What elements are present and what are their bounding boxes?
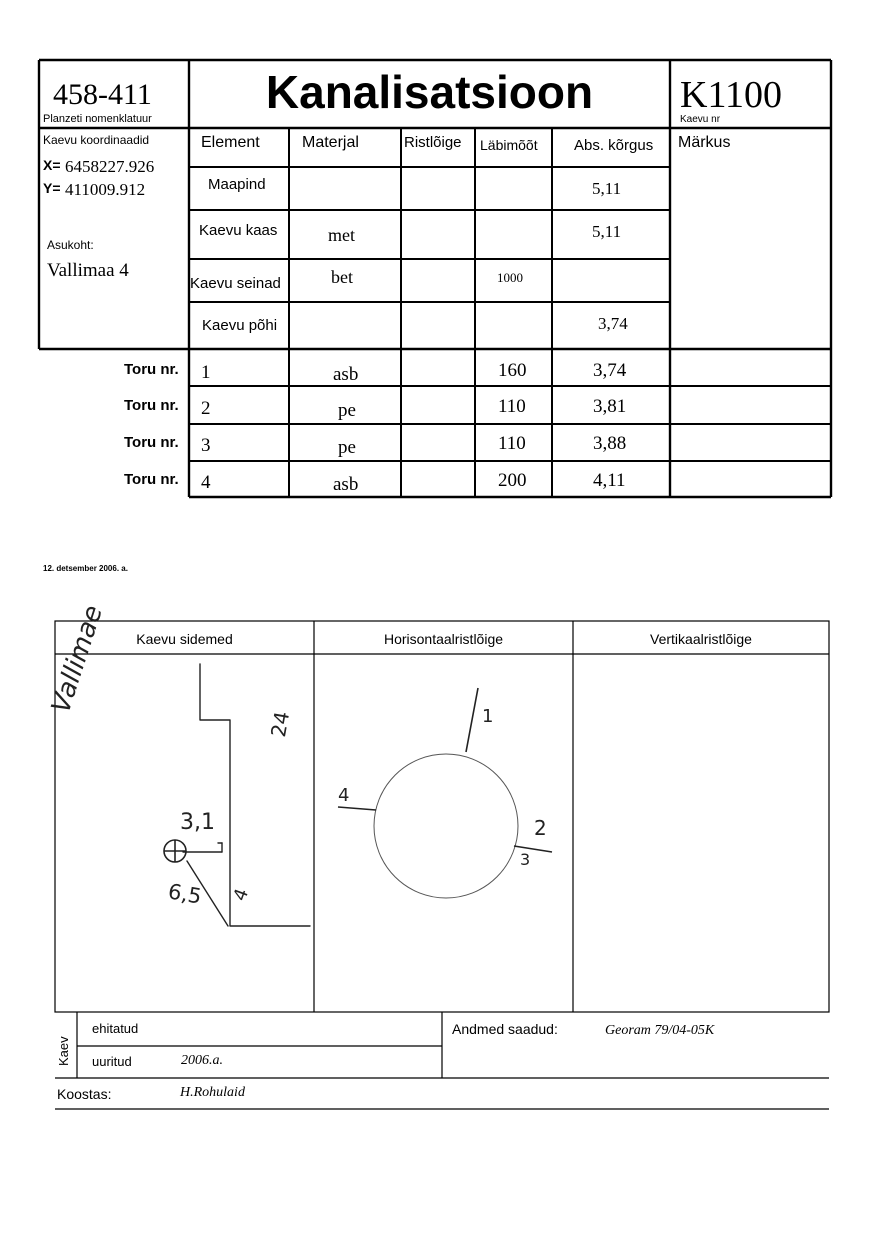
pipe-marker-label: 4 <box>338 785 350 806</box>
col-header-material: Materjal <box>302 134 359 151</box>
col-header-notes: Märkus <box>678 134 731 151</box>
pipe-height: 3,74 <box>593 360 627 381</box>
row-height: 3,74 <box>598 314 628 333</box>
address-value: Vallimaa 4 <box>47 260 129 281</box>
author-value: H.Rohulaid <box>180 1085 245 1100</box>
row-material: met <box>328 225 355 245</box>
distance-right-label: 4 <box>229 885 254 904</box>
source-value: Georam 79/04-05K <box>605 1023 715 1038</box>
row-height: 5,11 <box>592 179 622 198</box>
row-element: Kaevu põhi <box>202 317 278 334</box>
row-diameter: 1000 <box>497 270 523 285</box>
well-number: K1100 <box>680 74 783 116</box>
y-coordinate: 411009.912 <box>65 180 146 199</box>
street-label: Vallimae <box>46 601 109 717</box>
sketch-title-vertical: Vertikaalristlõige <box>650 631 752 647</box>
pipe-number: 4 <box>201 472 211 493</box>
col-header-height: Abs. kõrgus <box>574 137 654 154</box>
building-label: 24 <box>266 709 295 739</box>
pipe-height: 4,11 <box>593 470 626 491</box>
well-number-label: Kaevu nr <box>680 114 721 125</box>
pipe-height: 3,88 <box>593 433 627 454</box>
sketch-title-horizontal: Horisontaalristlõige <box>383 631 504 647</box>
address-label: Asukoht: <box>47 238 94 252</box>
row-element: Maapind <box>208 176 266 193</box>
row-element: Kaevu seinad <box>190 275 281 292</box>
pipe-height: 3,81 <box>593 396 627 417</box>
sheet-number: 458-411 <box>53 78 152 111</box>
pipe-label: Toru nr. <box>124 361 179 378</box>
pipe-number: 3 <box>201 435 211 456</box>
x-label: X= <box>43 157 61 173</box>
col-header-element: Element <box>201 134 260 151</box>
pipe-material: pe <box>338 437 356 458</box>
source-label: Andmed saadud: <box>452 1021 558 1037</box>
built-label: ehitatud <box>92 1021 139 1036</box>
pipe-label: Toru nr. <box>124 434 179 451</box>
pipe-material: asb <box>333 364 359 385</box>
row-element: Kaevu kaas <box>199 222 278 239</box>
pipe-marker-label: 2 <box>534 816 547 840</box>
col-header-section: Ristlõige <box>404 134 462 151</box>
row-height: 5,11 <box>592 222 622 241</box>
pipe-diameter: 110 <box>498 433 526 454</box>
updated-value: 2006.a. <box>181 1053 223 1068</box>
pipe-material: pe <box>338 400 356 421</box>
author-label: Koostas: <box>57 1086 112 1102</box>
pipe-marker-label: 3 <box>520 850 531 869</box>
coords-label: Kaevu koordinaadid <box>43 133 150 147</box>
sketch-title-ties: Kaevu sidemed <box>136 631 233 647</box>
x-coordinate: 6458227.926 <box>65 157 155 176</box>
row-material: bet <box>331 267 353 287</box>
well-symbol-icon <box>164 840 186 862</box>
pipe-diameter: 160 <box>498 360 527 381</box>
col-header-diameter: Läbimõõt <box>480 137 538 153</box>
updated-label: uuritud <box>92 1054 132 1069</box>
distance-left-label: 6,5 <box>166 879 204 909</box>
pipe-number: 2 <box>201 398 211 419</box>
pipe-label: Toru nr. <box>124 397 179 414</box>
pipe-diameter: 200 <box>498 470 527 491</box>
pipe-marker-label: 1 <box>482 706 494 727</box>
pipe-material: asb <box>333 474 359 495</box>
pipe-diameter: 110 <box>498 396 526 417</box>
sheet-number-label: Planzeti nomenklatuur <box>43 113 152 125</box>
document-date: 12. detsember 2006. a. <box>43 564 128 573</box>
y-label: Y= <box>43 180 61 196</box>
distance-top-label: 3,1 <box>180 810 215 835</box>
footer-side-label: Kaev <box>56 1036 71 1066</box>
pipe-label: Toru nr. <box>124 471 179 488</box>
document-title: Kanalisatsioon <box>265 66 594 118</box>
pipe-number: 1 <box>201 362 211 383</box>
